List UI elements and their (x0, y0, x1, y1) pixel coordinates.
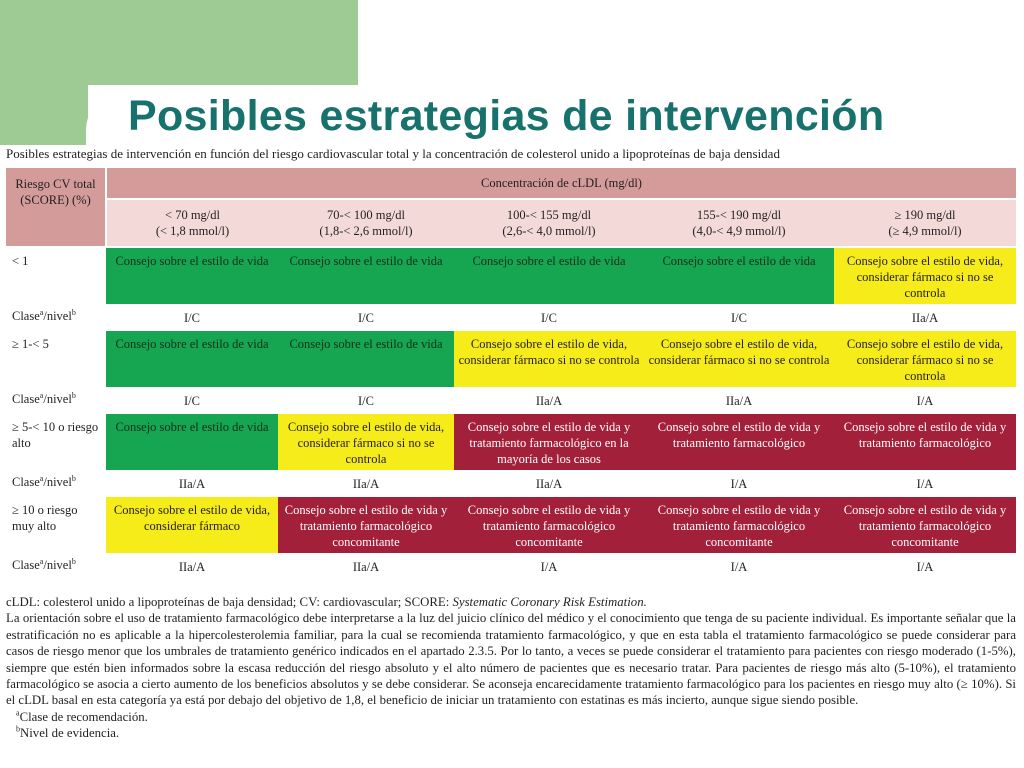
class-level-row (6, 388, 1016, 413)
recommendation-cell-red: Consejo sobre el estilo de vida y tratamiento farmacológico concomitante (644, 496, 834, 554)
decorative-side-block (0, 0, 88, 145)
class-level-label: Clase$^a$/nivel$^b$ (6, 388, 106, 413)
column-mmol-value: (1,8-< 2,6 mmol/l) (319, 224, 413, 238)
risk-row (6, 247, 1016, 305)
risk-column-header: Riesgo CV total (SCORE) (%) (6, 168, 106, 247)
class-level-value: IIa/A (454, 388, 644, 413)
table-notes (6, 594, 1016, 742)
recommendation-cell-green: Consejo sobre el estilo de vida (106, 413, 278, 471)
concentration-column-header (644, 199, 834, 247)
recommendation-cell-green: Consejo sobre el estilo de vida (106, 330, 278, 388)
column-mg-value: 155-< 190 mg/dl (696, 208, 782, 222)
table-caption: Posibles estrategias de intervención en función del riesgo cardiovascular total y la concentración de colesterol unido a lipoproteínas de baja densidad (6, 146, 780, 161)
class-level-value: IIa/A (278, 554, 454, 579)
class-level-value: I/A (644, 554, 834, 579)
class-level-row (6, 471, 1016, 496)
class-level-value: IIa/A (834, 305, 1016, 330)
risk-level-label: ≥ 1-< 5 (6, 330, 106, 388)
class-level-value: I/A (834, 471, 1016, 496)
class-level-row (6, 305, 1016, 330)
recommendation-cell-green: Consejo sobre el estilo de vida (278, 330, 454, 388)
recommendation-cell-red: Consejo sobre el estilo de vida y tratamiento farmacológico (834, 413, 1016, 471)
recommendation-cell-yellow: Consejo sobre el estilo de vida, considerar fármaco si no se controla (834, 247, 1016, 305)
column-mg-value: 70-< 100 mg/dl (327, 208, 405, 222)
risk-row (6, 413, 1016, 471)
recommendation-cell-red: Consejo sobre el estilo de vida y tratamiento farmacológico concomitante (278, 496, 454, 554)
class-level-label: Clase$^a$/nivel$^b$ (6, 471, 106, 496)
risk-level-label: ≥ 10 o riesgo muy alto (6, 496, 106, 554)
class-level-value: I/A (834, 554, 1016, 579)
recommendation-cell-yellow: Consejo sobre el estilo de vida, considerar fármaco si no se controla (454, 330, 644, 388)
risk-row (6, 330, 1016, 388)
column-mmol-value: (2,6-< 4,0 mmol/l) (502, 224, 596, 238)
recommendation-cell-green: Consejo sobre el estilo de vida (106, 247, 278, 305)
column-mg-value: < 70 mg/dl (165, 208, 220, 222)
page-title: Posibles estrategias de intervención (128, 92, 885, 140)
recommendation-cell-yellow: Consejo sobre el estilo de vida, considerar fármaco si no se controla (278, 413, 454, 471)
class-level-value: IIa/A (106, 554, 278, 579)
recommendation-cell-yellow: Consejo sobre el estilo de vida, considerar fármaco si no se controla (834, 330, 1016, 388)
recommendation-cell-yellow: Consejo sobre el estilo de vida, considerar fármaco si no se controla (644, 330, 834, 388)
footnote-b: $^b$Nivel de evidencia. (16, 724, 120, 741)
class-level-value: I/A (834, 388, 1016, 413)
class-level-value: IIa/A (106, 471, 278, 496)
risk-level-label: ≥ 5-< 10 o riesgo alto (6, 413, 106, 471)
class-level-value: I/C (644, 305, 834, 330)
column-mg-value: 100-< 155 mg/dl (506, 208, 592, 222)
column-mmol-value: (≥ 4,9 mmol/l) (888, 224, 962, 238)
intervention-table (6, 168, 1016, 580)
class-level-value: I/C (278, 388, 454, 413)
concentration-column-header (834, 199, 1016, 247)
class-level-value: IIa/A (644, 388, 834, 413)
recommendation-cell-green: Consejo sobre el estilo de vida (278, 247, 454, 305)
class-level-value: I/C (106, 305, 278, 330)
class-level-value: I/C (106, 388, 278, 413)
class-level-value: I/A (454, 554, 644, 579)
class-level-label: Clase$^a$/nivel$^b$ (6, 305, 106, 330)
class-level-value: IIa/A (454, 471, 644, 496)
recommendation-cell-red: Consejo sobre el estilo de vida y tratamiento farmacológico concomitante (834, 496, 1016, 554)
risk-row (6, 496, 1016, 554)
column-mmol-value: (< 1,8 mmol/l) (155, 224, 230, 238)
column-mmol-value: (4,0-< 4,9 mmol/l) (692, 224, 786, 238)
class-level-value: I/C (454, 305, 644, 330)
concentration-column-header (106, 199, 278, 247)
recommendation-cell-green: Consejo sobre el estilo de vida (454, 247, 644, 305)
recommendation-cell-red: Consejo sobre el estilo de vida y tratamiento farmacológico concomitante (454, 496, 644, 554)
concentration-column-header (454, 199, 644, 247)
class-level-value: I/A (644, 471, 834, 496)
column-mg-value: ≥ 190 mg/dl (894, 208, 956, 222)
class-level-value: I/C (278, 305, 454, 330)
class-level-label: Clase$^a$/nivel$^b$ (6, 554, 106, 579)
footnote-a: $^a$Clase de recomendación. (16, 708, 148, 724)
abbreviations-note: cLDL: colesterol unido a lipoproteínas de baja densidad; CV: cardiovascular; SCORE: Systematic Coronary Risk Estimation. (6, 595, 647, 609)
concentration-header: Concentración de cLDL (mg/dl) (106, 168, 1016, 199)
guidance-paragraph: La orientación sobre el uso de tratamiento farmacológico debe interpretarse a la luz del juicio clínico del médico y el conocimiento que tenga de su paciente individual. Es importante señalar que la estratificación no es aplicable a la hipercolesterolemia familiar, para la cual se recomienda tratamiento farmacológico, y que en esta tabla el tratamiento farmacológico se puede considerar para casos de riesgo menor que los umbrales de tratamiento genérico indicados en el apartado 2.3.5. Por lo tanto, a veces se puede considerar el tratamiento para pacientes con riesgo moderado (1-5%), siempre que estén bien informados sobre la escasa reducción del riesgo absoluto y el alto número de pacientes que es necesario tratar. Para pacientes de riesgo más alto (5-10%), el tratamiento farmacológico se asocia a cierto aumento de los beneficios absolutos y se debe considerar. Se aconseja encarecidamente tratamiento farmacológico para los pacientes en riesgo muy alto (≥ 10%). Si el cLDL basal en esta categoría ya está por debajo del objetivo de 1,8, el beneficio de iniciar un tratamiento con estatinas es más incierto, aunque sigue siendo posible. (6, 611, 1016, 708)
recommendation-cell-red: Consejo sobre el estilo de vida y tratamiento farmacológico en la mayoría de los casos (454, 413, 644, 471)
recommendation-cell-green: Consejo sobre el estilo de vida (644, 247, 834, 305)
class-level-value: IIa/A (278, 471, 454, 496)
class-level-row (6, 554, 1016, 579)
recommendation-cell-red: Consejo sobre el estilo de vida y tratamiento farmacológico (644, 413, 834, 471)
risk-level-label: < 1 (6, 247, 106, 305)
recommendation-cell-yellow: Consejo sobre el estilo de vida, considerar fármaco (106, 496, 278, 554)
concentration-column-header (278, 199, 454, 247)
